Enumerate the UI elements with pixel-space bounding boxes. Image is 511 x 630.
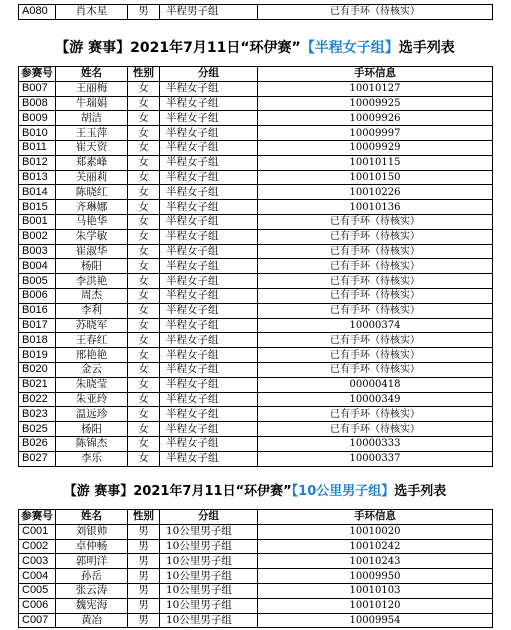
participant-gender: 男 (128, 524, 160, 539)
participant-gender: 女 (128, 333, 160, 348)
participant-gender: 男 (128, 598, 160, 613)
wristband-info: 10010136 (258, 200, 493, 215)
participant-name: 刘银帅 (56, 524, 128, 539)
wristband-info: 10010103 (258, 583, 493, 598)
entry-code: B022 (19, 392, 56, 407)
participant-gender: 女 (128, 185, 160, 200)
participant-gender: 女 (128, 303, 160, 318)
title-suffix: 选手列表 (398, 40, 455, 56)
participant-group: 半程女子组 (160, 259, 258, 274)
wristband-info: 10000374 (258, 318, 493, 333)
participant-gender: 女 (128, 155, 160, 170)
wristband-info: 10000333 (258, 436, 493, 451)
table-row (19, 333, 493, 348)
entry-code: B002 (19, 229, 56, 244)
wristband-info: 已有手环（待核实） (258, 244, 493, 259)
participant-name: 陈晓红 (56, 185, 128, 200)
table-row (19, 170, 493, 185)
table-row (19, 155, 493, 170)
participant-name: 杨阳 (56, 422, 128, 437)
entry-code: B007 (19, 81, 56, 96)
entry-code: B009 (19, 111, 56, 126)
header-name: 姓名 (56, 510, 128, 525)
participant-group: 半程女子组 (160, 155, 258, 170)
participant-gender: 女 (128, 259, 160, 274)
participant-name: 肖木星 (56, 5, 128, 20)
participant-gender: 男 (128, 554, 160, 569)
participant-name: 王丽梅 (56, 81, 128, 96)
table-row (19, 111, 493, 126)
participant-group: 半程女子组 (160, 185, 258, 200)
10km-men-table (18, 509, 493, 628)
participant-group: 半程女子组 (160, 81, 258, 96)
participant-name: 齐琳娜 (56, 200, 128, 215)
wristband-info: 10010020 (258, 524, 493, 539)
entry-code: A080 (19, 5, 56, 20)
entry-code: B020 (19, 362, 56, 377)
table-row (19, 185, 493, 200)
participant-name: 关丽莉 (56, 170, 128, 185)
participant-gender: 女 (128, 200, 160, 215)
entry-code: C002 (19, 539, 56, 554)
participant-name: 李利 (56, 303, 128, 318)
participant-name: 马艳华 (56, 214, 128, 229)
table-row (19, 318, 493, 333)
participant-group: 半程女子组 (160, 214, 258, 229)
wristband-info: 已有手环（待核实） (258, 348, 493, 363)
participant-group: 10公里男子组 (160, 583, 258, 598)
wristband-info: 10010226 (258, 185, 493, 200)
participant-group: 半程女子组 (160, 244, 258, 259)
table-row (19, 407, 493, 422)
entry-code: B023 (19, 407, 56, 422)
table-row (19, 422, 493, 437)
wristband-info: 已有手环（待核实） (258, 274, 493, 289)
entry-code: B027 (19, 451, 56, 466)
table-row (19, 229, 493, 244)
header-gender: 性别 (128, 510, 160, 525)
table-row (19, 436, 493, 451)
wristband-info: 10009950 (258, 569, 493, 584)
participant-group: 半程女子组 (160, 288, 258, 303)
table-row (19, 96, 493, 111)
wristband-info: 10009954 (258, 613, 493, 628)
participant-name: 黄冶 (56, 613, 128, 628)
participant-name: 金云 (56, 362, 128, 377)
wristband-info: 10009926 (258, 111, 493, 126)
participant-gender: 女 (128, 392, 160, 407)
wristband-info: 已有手环（待核实） (258, 333, 493, 348)
participant-group: 半程女子组 (160, 407, 258, 422)
participant-gender: 女 (128, 436, 160, 451)
participant-name: 魏宪海 (56, 598, 128, 613)
participant-gender: 女 (128, 274, 160, 289)
participant-name: 王春红 (56, 333, 128, 348)
table-row (19, 451, 493, 466)
entry-code: B010 (19, 126, 56, 141)
table-row (19, 598, 493, 613)
participant-gender: 女 (128, 244, 160, 259)
participant-gender: 女 (128, 451, 160, 466)
participant-group: 半程女子组 (160, 229, 258, 244)
participant-group: 半程女子组 (160, 140, 258, 155)
table-row (19, 554, 493, 569)
participant-gender: 女 (128, 377, 160, 392)
title-group-highlight: 【10公里男子组】 (291, 484, 395, 499)
participant-name: 朱学敏 (56, 229, 128, 244)
previous-section-table (18, 4, 493, 20)
wristband-info: 10010127 (258, 81, 493, 96)
wristband-info: 10009997 (258, 126, 493, 141)
participant-name: 陈锦杰 (56, 436, 128, 451)
wristband-info: 10010243 (258, 554, 493, 569)
participant-gender: 女 (128, 140, 160, 155)
participant-group: 半程女子组 (160, 362, 258, 377)
header-wristband: 手环信息 (258, 510, 493, 525)
participant-gender: 女 (128, 318, 160, 333)
participant-gender: 男 (128, 613, 160, 628)
entry-code: C001 (19, 524, 56, 539)
title-suffix: 选手列表 (394, 484, 447, 499)
wristband-info: 已有手环（待核实） (258, 422, 493, 437)
entry-code: B006 (19, 288, 56, 303)
entry-code: B011 (19, 140, 56, 155)
table-row (19, 274, 493, 289)
participant-group: 10公里男子组 (160, 554, 258, 569)
wristband-info: 10009925 (258, 96, 493, 111)
participant-gender: 女 (128, 81, 160, 96)
participant-gender: 男 (128, 539, 160, 554)
table-body (19, 524, 493, 628)
table-row (19, 613, 493, 628)
entry-code: B004 (19, 259, 56, 274)
title-group-highlight: 【半程女子组】 (300, 40, 399, 56)
participant-group: 半程女子组 (160, 111, 258, 126)
table-body (19, 81, 493, 466)
participant-group: 10公里男子组 (160, 539, 258, 554)
wristband-info: 10010120 (258, 598, 493, 613)
wristband-info: 已有手环（待核实） (258, 303, 493, 318)
wristband-info: 已有手环（待核实） (258, 362, 493, 377)
table-row (19, 583, 493, 598)
table-row (19, 288, 493, 303)
wristband-info: 10010115 (258, 155, 493, 170)
header-gender: 性别 (128, 67, 160, 82)
half-marathon-women-table (18, 66, 493, 467)
table-row (19, 348, 493, 363)
participant-name: 李乐 (56, 451, 128, 466)
table-row (19, 126, 493, 141)
section-title-half-marathon-women (18, 37, 492, 57)
wristband-info: 10000337 (258, 451, 493, 466)
participant-group: 10公里男子组 (160, 569, 258, 584)
wristband-info: 10010242 (258, 539, 493, 554)
participant-group: 半程女子组 (160, 422, 258, 437)
wristband-info: 10009929 (258, 140, 493, 155)
participant-gender: 女 (128, 170, 160, 185)
participant-group: 半程女子组 (160, 377, 258, 392)
participant-group: 10公里男子组 (160, 598, 258, 613)
participant-gender: 男 (128, 5, 160, 20)
table-row (19, 377, 493, 392)
wristband-info: 00000418 (258, 377, 493, 392)
participant-gender: 女 (128, 126, 160, 141)
table-row (19, 259, 493, 274)
title-prefix: 【游 赛事】2021年7月11日“环伊赛” (55, 40, 301, 56)
participant-group: 半程女子组 (160, 392, 258, 407)
participant-gender: 女 (128, 111, 160, 126)
entry-code: C004 (19, 569, 56, 584)
participant-gender: 女 (128, 229, 160, 244)
participant-gender: 女 (128, 422, 160, 437)
participant-name: 张云涛 (56, 583, 128, 598)
entry-code: B017 (19, 318, 56, 333)
table-row (19, 244, 493, 259)
participant-group: 10公里男子组 (160, 613, 258, 628)
participant-group: 10公里男子组 (160, 524, 258, 539)
participant-gender: 女 (128, 362, 160, 377)
participant-name: 苏晓军 (56, 318, 128, 333)
table-header-row (19, 67, 493, 82)
table-row (19, 140, 493, 155)
table-row (19, 81, 493, 96)
participant-gender: 女 (128, 348, 160, 363)
header-entry-code: 参赛号 (19, 510, 56, 525)
entry-code: B003 (19, 244, 56, 259)
participant-name: 朱亚玲 (56, 392, 128, 407)
participant-group: 半程女子组 (160, 200, 258, 215)
participant-group: 半程女子组 (160, 303, 258, 318)
header-entry-code: 参赛号 (19, 67, 56, 82)
table-row (19, 362, 493, 377)
participant-name: 李洪艳 (56, 274, 128, 289)
wristband-info: 10010150 (258, 170, 493, 185)
participant-gender: 女 (128, 407, 160, 422)
participant-gender: 男 (128, 569, 160, 584)
participant-name: 朱晓莹 (56, 377, 128, 392)
entry-code: B016 (19, 303, 56, 318)
entry-code: C003 (19, 554, 56, 569)
participant-name: 郑素峰 (56, 155, 128, 170)
wristband-info: 已有手环（待核实） (258, 5, 493, 20)
table-row (19, 569, 493, 584)
participant-gender: 女 (128, 214, 160, 229)
header-group: 分组 (160, 67, 258, 82)
participant-group: 半程男子组 (160, 5, 258, 20)
entry-code: B008 (19, 96, 56, 111)
participant-gender: 女 (128, 288, 160, 303)
entry-code: B001 (19, 214, 56, 229)
participant-group: 半程女子组 (160, 274, 258, 289)
participant-group: 半程女子组 (160, 96, 258, 111)
entry-code: B005 (19, 274, 56, 289)
table-row (19, 200, 493, 215)
participant-name: 温远珍 (56, 407, 128, 422)
participant-name: 王玉萍 (56, 126, 128, 141)
participant-name: 崔淑华 (56, 244, 128, 259)
wristband-info: 已有手环（待核实） (258, 259, 493, 274)
header-wristband: 手环信息 (258, 67, 493, 82)
participant-name: 孙岳 (56, 569, 128, 584)
table-row (19, 5, 493, 20)
entry-code: B019 (19, 348, 56, 363)
table-header-row (19, 510, 493, 525)
participant-group: 半程女子组 (160, 348, 258, 363)
table-row (19, 392, 493, 407)
section-title-10km-men (18, 480, 492, 499)
entry-code: B013 (19, 170, 56, 185)
participant-group: 半程女子组 (160, 170, 258, 185)
wristband-info: 已有手环（待核实） (258, 288, 493, 303)
participant-name: 牛瑞娟 (56, 96, 128, 111)
entry-code: B015 (19, 200, 56, 215)
table-row (19, 303, 493, 318)
entry-code: B014 (19, 185, 56, 200)
entry-code: B012 (19, 155, 56, 170)
participant-name: 胡洁 (56, 111, 128, 126)
participant-name: 崔天资 (56, 140, 128, 155)
table-row (19, 214, 493, 229)
table-row (19, 524, 493, 539)
wristband-info: 已有手环（待核实） (258, 229, 493, 244)
participant-gender: 男 (128, 583, 160, 598)
participant-group: 半程女子组 (160, 451, 258, 466)
wristband-info: 10000349 (258, 392, 493, 407)
wristband-info: 已有手环（待核实） (258, 407, 493, 422)
header-group: 分组 (160, 510, 258, 525)
entry-code: B021 (19, 377, 56, 392)
wristband-info: 已有手环（待核实） (258, 214, 493, 229)
participant-name: 周杰 (56, 288, 128, 303)
entry-code: B026 (19, 436, 56, 451)
table-row (19, 539, 493, 554)
entry-code: B025 (19, 422, 56, 437)
participant-name: 邢艳艳 (56, 348, 128, 363)
participant-group: 半程女子组 (160, 436, 258, 451)
participant-group: 半程女子组 (160, 318, 258, 333)
participant-group: 半程女子组 (160, 333, 258, 348)
header-name: 姓名 (56, 67, 128, 82)
entry-code: C006 (19, 598, 56, 613)
entry-code: C007 (19, 613, 56, 628)
title-prefix: 【游 赛事】2021年7月11日“环伊赛” (63, 484, 292, 499)
participant-name: 杨阳 (56, 259, 128, 274)
entry-code: B018 (19, 333, 56, 348)
participant-name: 郭明洋 (56, 554, 128, 569)
participant-gender: 女 (128, 96, 160, 111)
entry-code: C005 (19, 583, 56, 598)
participant-name: 卓仲畅 (56, 539, 128, 554)
participant-group: 半程女子组 (160, 126, 258, 141)
